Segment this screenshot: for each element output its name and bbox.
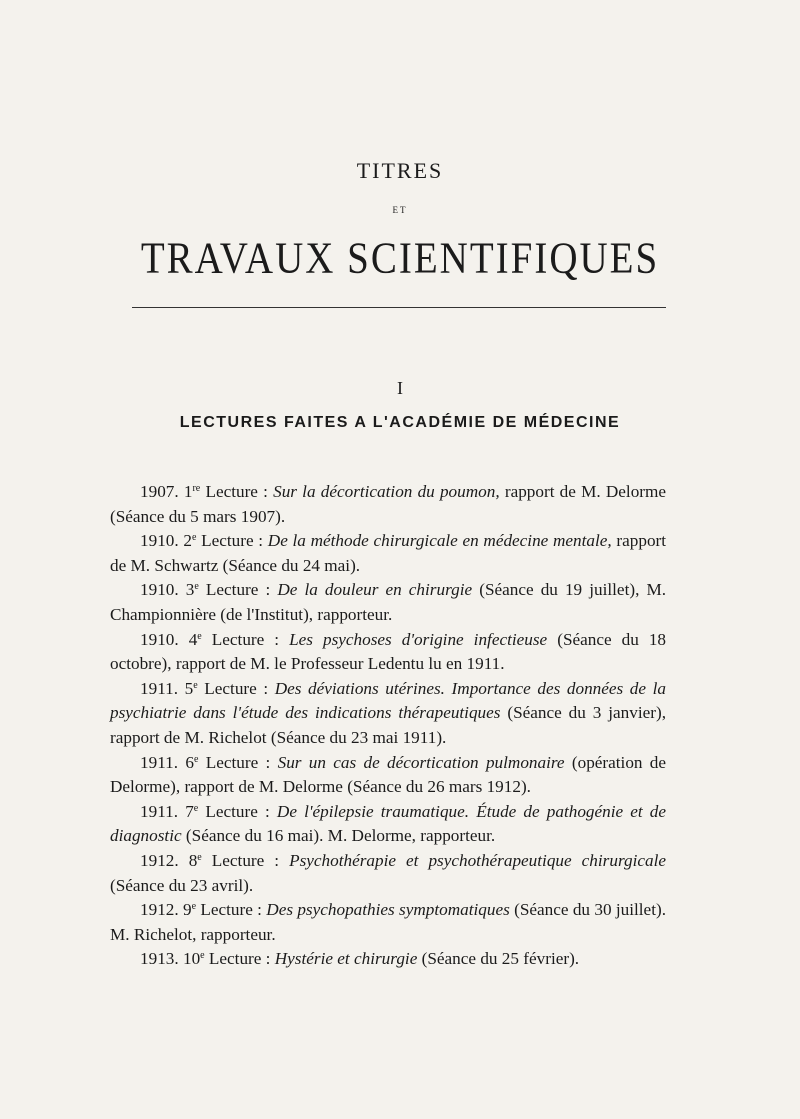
lecture-entry [110, 628, 666, 677]
entry-ordinal: e [191, 901, 197, 913]
lecture-entry [110, 947, 666, 972]
entry-number: 9 [183, 900, 192, 920]
entry-title: Sur un cas de décortication pulmonaire [277, 752, 565, 772]
entry-ordinal: e [200, 950, 205, 962]
entry-title: De la méthode chirurgicale en médecine mentale, [267, 531, 612, 551]
entry-ordinal: e [193, 679, 198, 691]
entry-number: 4 [188, 629, 198, 649]
entry-number: 2 [183, 531, 192, 551]
heading-titres: TITRES [356, 158, 444, 183]
entry-title: De l'épilepsie traumatique. Étude de pathogénie et de diagnostic [110, 801, 667, 846]
entry-label: Lecture : [208, 949, 271, 969]
entry-title: De la douleur en chirurgie [277, 580, 473, 600]
entry-year: 1911. [140, 752, 179, 772]
section-title: LECTURES FAITES A L'ACADÉMIE DE MÉDECINE [179, 414, 621, 431]
entry-number: 5 [184, 678, 194, 698]
entry-details: (Séance du 19 juillet), M. Championnière (de l'Institut), rapporteur. [110, 580, 667, 624]
entry-number: 1 [183, 482, 193, 501]
entry-title: Des déviations utérines. Importance des données de la psychiatrie dans l'étude des indications thérapeutiques [110, 678, 666, 723]
entry-title: Psychothérapie et psychothérapeutique chirurgicale [289, 850, 666, 870]
entry-year: 1911. [140, 678, 179, 698]
entry-details: (Séance du 18 octobre), rapport de M. le Professeur Ledentu lu en 1911. [110, 629, 667, 674]
entry-title: Les psychoses d'origine infectieuse [289, 629, 548, 649]
lecture-entry [110, 898, 666, 947]
entry-year: 1907. [140, 482, 179, 501]
entry-label: Lecture : [201, 531, 264, 551]
entry-details: (Séance du 3 janvier), rapport de M. Richelot (Séance du 23 mai 1911). [110, 703, 666, 747]
entry-details: (Séance du 25 février). [421, 949, 580, 969]
entry-year: 1913. [140, 949, 179, 969]
entry-details: (Séance du 16 mai). M. Delorme, rapporteur. [185, 826, 496, 846]
lecture-entry [110, 677, 666, 751]
entry-year: 1910. [140, 629, 179, 649]
entry-label: Lecture : [211, 850, 280, 870]
heading-et: ET [392, 205, 408, 215]
lecture-list [110, 480, 666, 972]
entry-label: Lecture : [205, 482, 268, 501]
entry-ordinal: e [193, 802, 199, 814]
entry-ordinal: e [197, 630, 202, 642]
entry-year: 1912. [140, 900, 179, 920]
entry-title: Sur la décortication du poumon, [273, 482, 500, 501]
lecture-entry [110, 800, 666, 849]
lecture-entry [110, 849, 666, 898]
entry-year: 1910. [140, 531, 179, 551]
title-divider [132, 307, 666, 308]
entry-details: rapport de M. Delorme (Séance du 5 mars 1907). [110, 482, 667, 526]
entry-number: 10 [182, 949, 201, 969]
entry-number: 3 [185, 580, 195, 600]
entry-number: 8 [188, 850, 198, 870]
entry-year: 1911. [140, 801, 179, 821]
entry-number: 7 [185, 801, 194, 821]
page-title: TRAVAUX SCIENTIFIQUES [140, 233, 660, 283]
lecture-entry [110, 480, 666, 529]
entry-year: 1912. [140, 850, 179, 870]
lecture-entry [110, 751, 666, 800]
entry-title: Des psychopathies symptomatiques [266, 900, 510, 920]
entry-ordinal: e [191, 532, 197, 544]
entry-year: 1910. [140, 580, 179, 600]
entry-ordinal: e [194, 581, 199, 593]
entry-label: Lecture : [200, 900, 262, 920]
lecture-entry [110, 578, 666, 627]
entry-title: Hystérie et chirurgie [274, 949, 418, 969]
entry-details: (opération de Delorme), rapport de M. Delorme (Séance du 26 mars 1912). [110, 752, 667, 797]
entry-label: Lecture : [204, 678, 269, 698]
entry-ordinal: e [193, 753, 199, 765]
section-number: I [397, 378, 403, 398]
entry-label: Lecture : [205, 752, 271, 772]
lecture-entry [110, 529, 666, 578]
entry-label: Lecture : [205, 801, 270, 821]
entry-label: Lecture : [205, 580, 271, 600]
entry-ordinal: re [192, 483, 201, 494]
entry-details: rapport de M. Schwartz (Séance du 24 mai). [110, 531, 667, 575]
entry-label: Lecture : [211, 629, 280, 649]
entry-details: (Séance du 30 juillet). M. Richelot, rapporteur. [110, 900, 666, 944]
entry-number: 6 [185, 752, 194, 772]
entry-ordinal: e [197, 851, 202, 863]
entry-details: (Séance du 23 avril). [110, 875, 254, 895]
